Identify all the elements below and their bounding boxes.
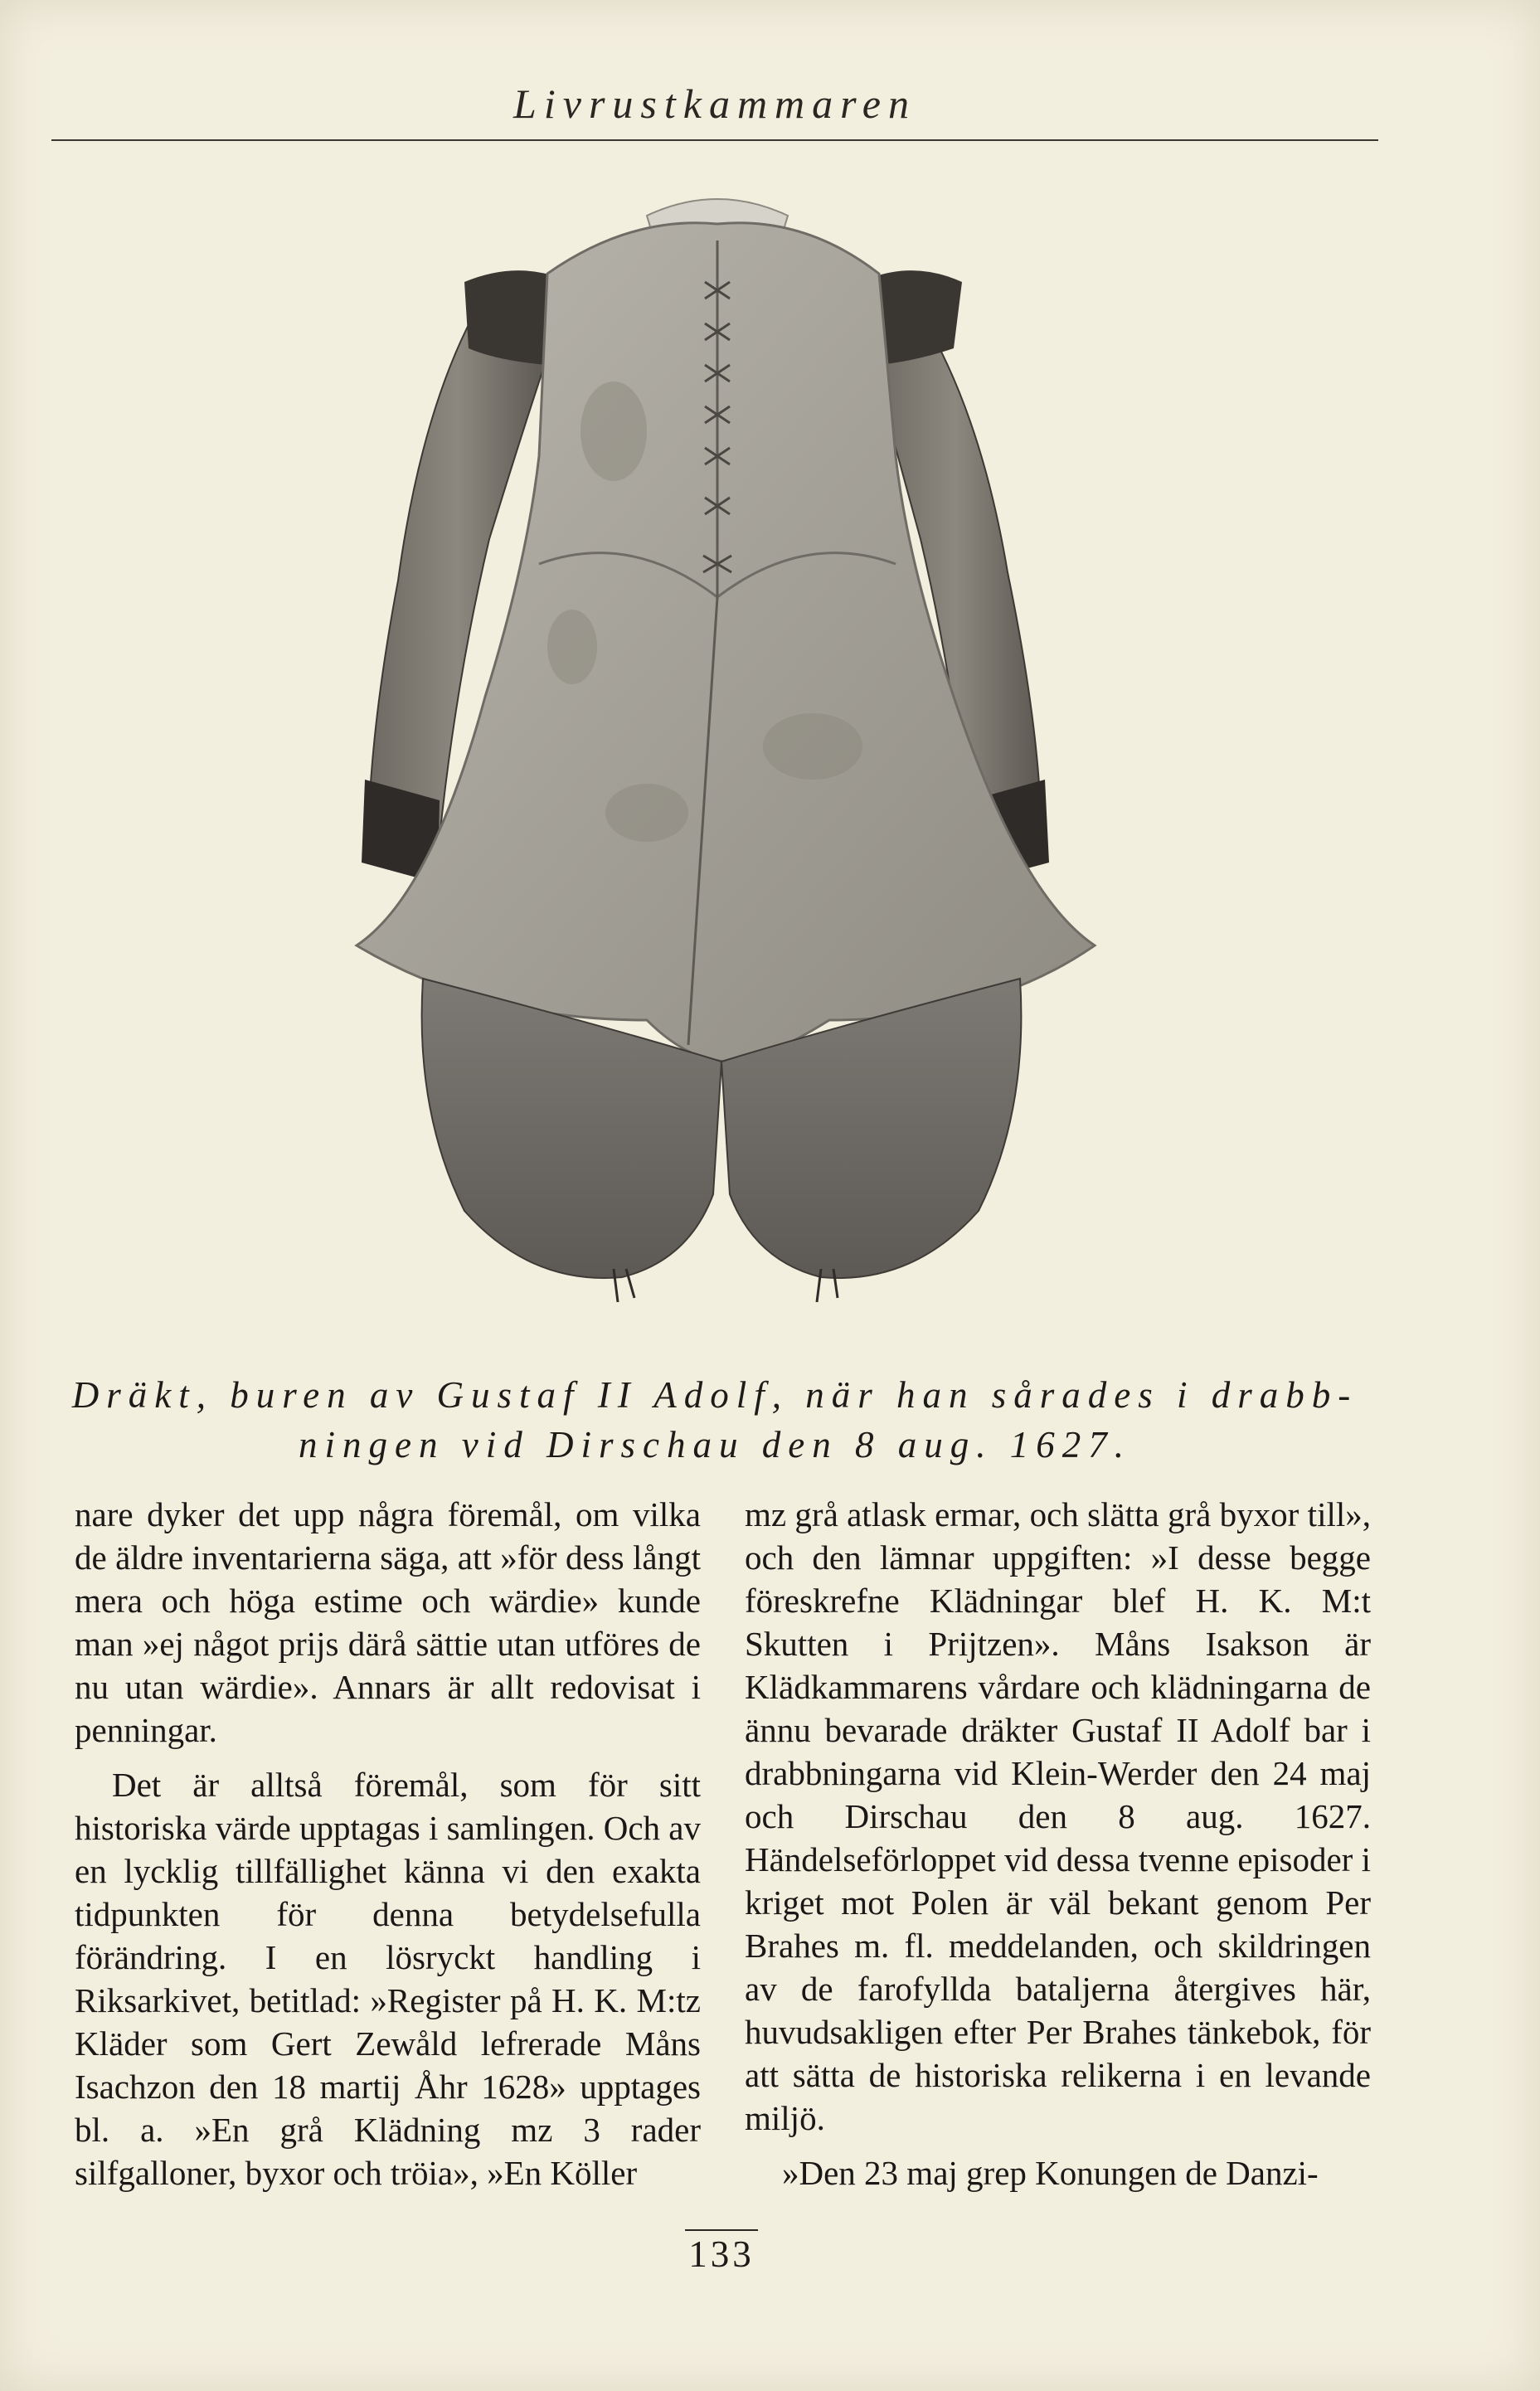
- header-rule: [51, 139, 1378, 141]
- left-column: [75, 1493, 701, 2194]
- page-number: 133: [688, 2233, 755, 2275]
- knee-ties: [614, 1269, 838, 1302]
- caption-line-2: ningen vid Dirschau den 8 aug. 1627.: [299, 1424, 1131, 1465]
- left-paragraph-2: Det är alltså föremål, som för sitt historiska värde upptagas i samlingen. Och av en lycklig tillfällighet känna vi den exakta tidpunkten för denna betydelsefulla förändring. I en lösryckt handling i Riksarkivet, betitlad: »Register på H. K. M:tz Kläder som Gert Zewåld lefrerade Måns Isachzon den 18 martij Åhr 1628» upptages bl. a. »En grå Klädning mz 3 rader silfgalloner, byxor och tröia», »En Köller: [75, 1766, 701, 2192]
- body-text: [75, 1493, 1418, 2214]
- right-paragraph-2: »Den 23 maj grep Konungen de Danzi-: [782, 2154, 1319, 2192]
- right-paragraph-1: mz grå atlask ermar, och slätta grå byxor till», och den lämnar uppgiften: »I desse begge föreskrefne Klädningar blef H. K. M:t Skutten i Prijtzen». Måns Isakson är Klädkammarens vårdare och klädningarna de ännu bevarade dräkter Gustaf II Adolf bar i drabbningarna vid Klein-Werder den 24 maj och Dirschau den 8 aug. 1627. Händelseförloppet vid dessa tvenne episoder i kriget mot Polen är väl bekant genom Per Brahes m. fl. meddelanden, och skildringen av de farofyllda bataljerna återgives här, huvudsakligen efter Per Brahes tänkebok, för att sätta de historiska relikerna i en levande miljö.: [745, 1495, 1371, 2137]
- folio-rule: [685, 2229, 758, 2231]
- costume-photograph: [299, 182, 1144, 1360]
- costume-illustration: [299, 182, 1144, 1360]
- caption-line-1: Dräkt, buren av Gustaf II Adolf, när han sårades i drabb-: [71, 1374, 1358, 1416]
- figure-caption: [51, 1370, 1378, 1470]
- right-column: [745, 1493, 1371, 2194]
- running-head: Livrustkammaren: [513, 80, 916, 127]
- left-paragraph-1: nare dyker det upp några föremål, om vilka de äldre inventarierna säga, att »för dess långt mera och höga estime och wärdie» kunde man »ej något prijs därå sättie utan utföres de nu utan wärdie». Annars är allt redovisat i penningar.: [75, 1495, 701, 1749]
